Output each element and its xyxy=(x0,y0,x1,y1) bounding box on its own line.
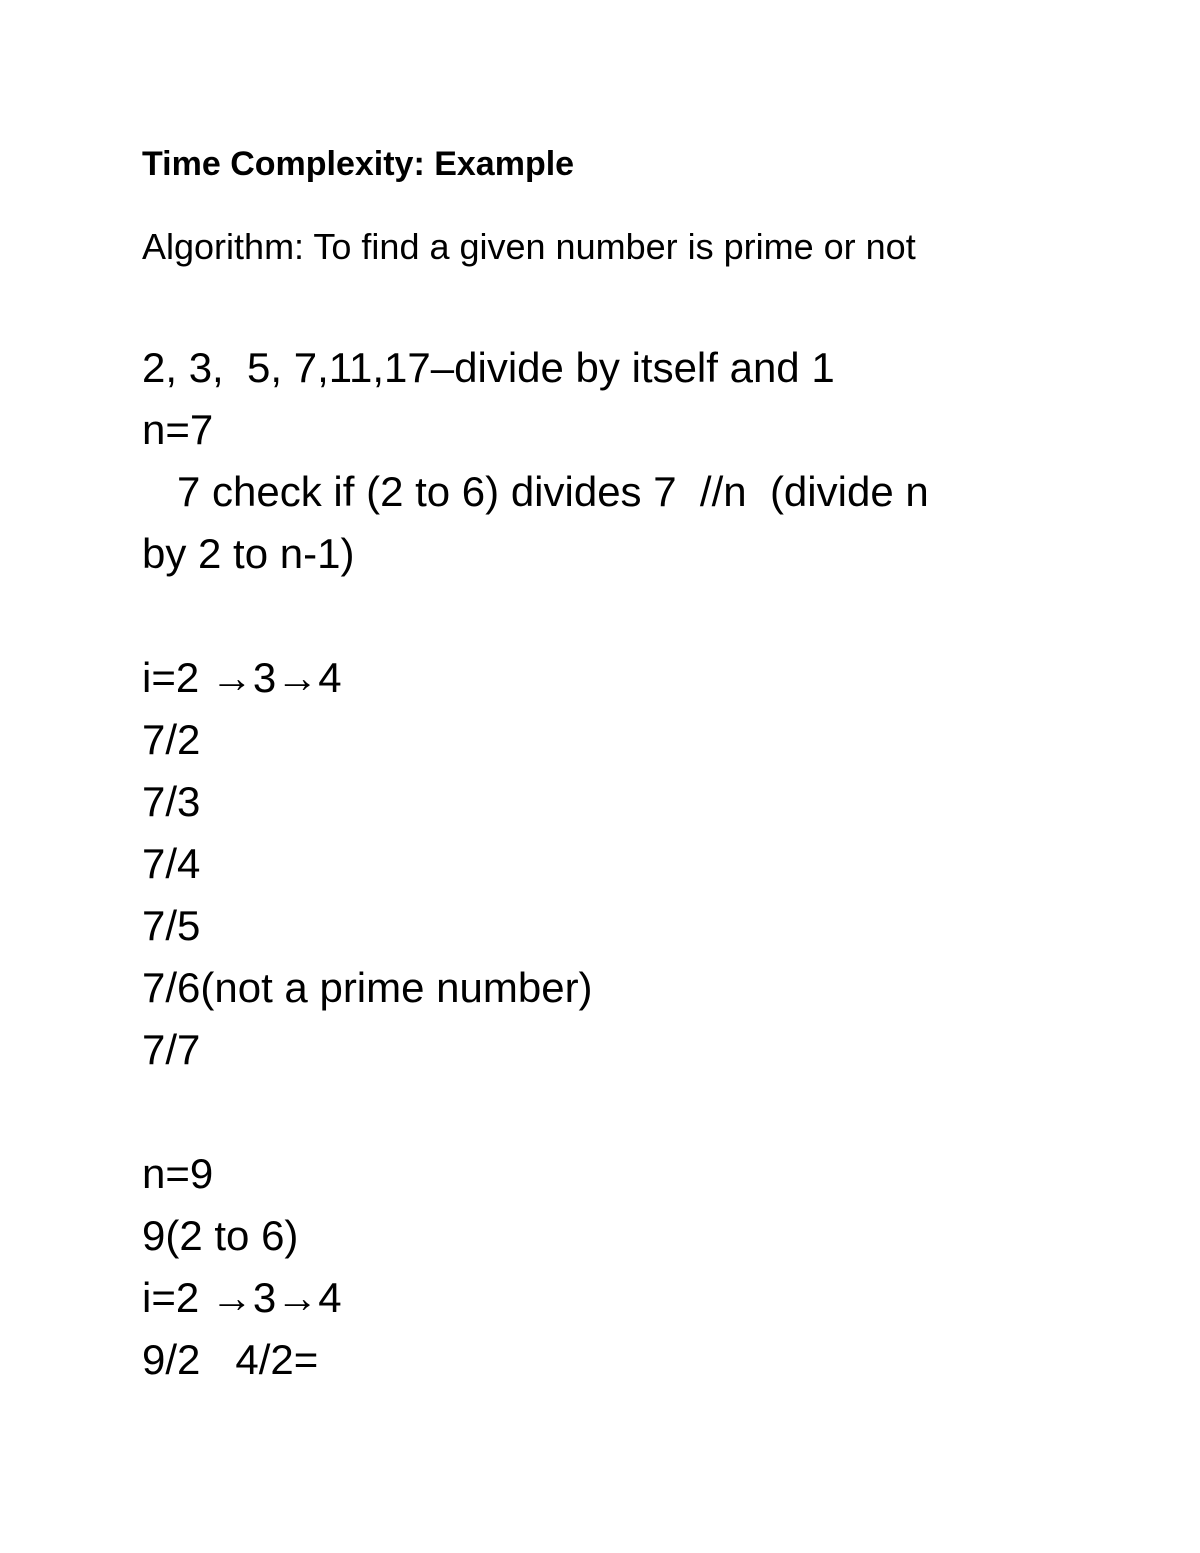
algorithm-subtitle: Algorithm: To find a given number is prime or not xyxy=(142,226,916,267)
text-line-7-3: 7/3 xyxy=(142,778,201,825)
text-line-primes-list: 2, 3, 5, 7,11,17–divide by itself and 1 xyxy=(142,344,835,391)
page-title: Time Complexity: Example xyxy=(142,145,575,183)
text-line-7-2: 7/2 xyxy=(142,716,201,763)
text-line-7-7: 7/7 xyxy=(142,1026,201,1073)
text-line-i-sequence-2: i=2 →3→4 xyxy=(142,1274,342,1321)
blank-line xyxy=(142,585,1042,647)
text-line-7-4: 7/4 xyxy=(142,840,201,887)
text-line-divide-range: by 2 to n-1) xyxy=(142,530,355,577)
text-line-n9: n=9 xyxy=(142,1150,214,1197)
text-line-check-divides: 7 check if (2 to 6) divides 7 //n (divide n xyxy=(142,468,929,515)
body-text xyxy=(142,337,1042,1391)
blank-line xyxy=(142,1081,1042,1143)
text-line-7-6: 7/6(not a prime number) xyxy=(142,964,593,1011)
text-line-7-5: 7/5 xyxy=(142,902,201,949)
text-line-9-2: 9/2 4/2= xyxy=(142,1336,319,1383)
text-line-9-range: 9(2 to 6) xyxy=(142,1212,299,1259)
text-line-i-sequence: i=2 →3→4 xyxy=(142,654,342,701)
text-line-n7: n=7 xyxy=(142,406,214,453)
